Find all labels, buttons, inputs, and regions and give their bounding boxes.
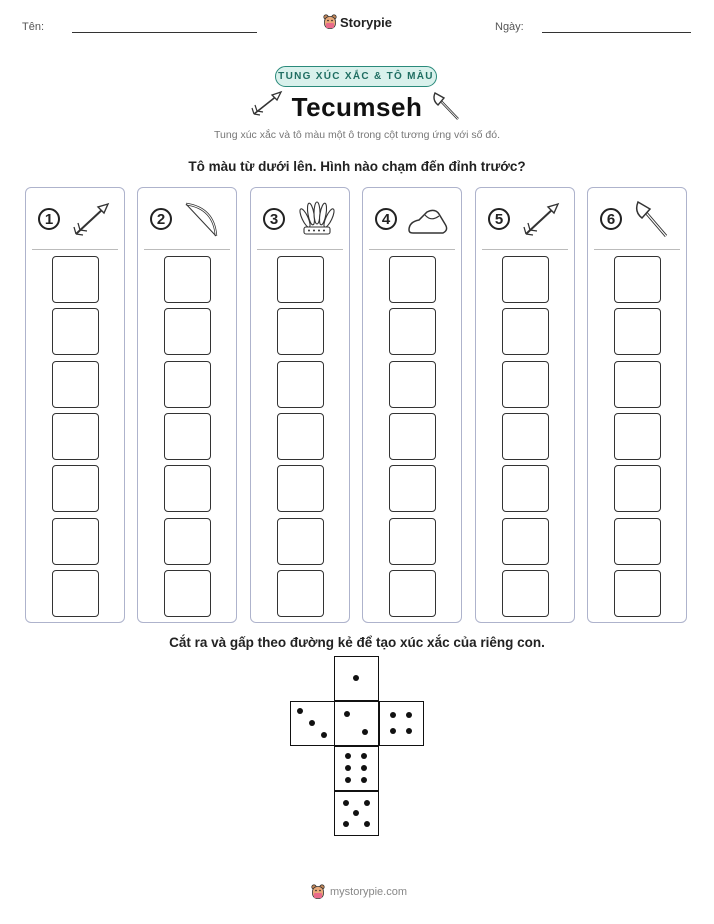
dice-pip [362,729,368,735]
footer [310,884,407,900]
date-line[interactable] [542,32,691,33]
color-cell[interactable] [614,570,661,617]
dice-pip [361,765,367,771]
color-cell[interactable] [389,413,436,460]
column-divider [369,249,455,250]
color-cell[interactable] [52,413,99,460]
dice-face-5 [334,791,379,836]
color-cell[interactable] [614,308,661,355]
dice-pip [364,821,370,827]
color-cell[interactable] [614,256,661,303]
color-cell[interactable] [52,361,99,408]
color-cell[interactable] [502,570,549,617]
dice-column-5 [475,187,575,623]
column-number-5: 5 [488,208,510,230]
dice-pip [345,753,351,759]
page-subtitle: Tung xúc xắc và tô màu một ô trong cột tương ứng với số đó. [214,129,500,141]
column-number-6: 6 [600,208,622,230]
dice-face-1 [334,656,379,701]
color-cell[interactable] [389,465,436,512]
column-number-1: 1 [38,208,60,230]
dice-face-2 [334,701,379,746]
column-divider [594,249,680,250]
color-cell[interactable] [164,256,211,303]
dice-pip [390,712,396,718]
storypie-logo [323,12,393,32]
color-cell[interactable] [277,256,324,303]
dice-face-4 [379,701,424,746]
dice-pip [406,728,412,734]
color-cell[interactable] [502,308,549,355]
dice-pip [343,821,349,827]
name-label: Tên: [22,21,45,33]
dice-column-1 [25,187,125,623]
dice-face-3 [290,701,335,746]
axe-title-icon [430,90,462,122]
dice-pip [364,800,370,806]
arrow-icon [518,200,564,240]
color-cell[interactable] [277,361,324,408]
color-cell[interactable] [277,518,324,565]
footer-url[interactable]: mystorypie.com [330,886,408,898]
brand-name: Storypie [340,14,393,30]
color-cell[interactable] [389,308,436,355]
dice-column-2 [137,187,237,623]
dice-pip [353,810,359,816]
moccasin-icon [405,200,451,240]
column-number-4: 4 [375,208,397,230]
color-cell[interactable] [164,518,211,565]
color-cell[interactable] [52,256,99,303]
color-cell[interactable] [389,361,436,408]
color-cell[interactable] [614,413,661,460]
color-cell[interactable] [277,570,324,617]
color-cell[interactable] [164,308,211,355]
color-cell[interactable] [52,518,99,565]
instruction-top: Tô màu từ dưới lên. Hình nào chạm đến đỉnh trước? [188,159,526,174]
dice-pip [353,675,359,681]
dice-column-3 [250,187,350,623]
dice-pip [321,732,327,738]
dice-pip [406,712,412,718]
instruction-bottom: Cắt ra và gấp theo đường kẻ để tạo xúc xắc của riêng con. [169,635,545,650]
column-divider [32,249,118,250]
headdress-icon [293,200,339,240]
column-number-2: 2 [150,208,172,230]
dice-column-6 [587,187,687,623]
date-label: Ngày: [495,21,524,33]
color-cell[interactable] [52,570,99,617]
color-cell[interactable] [164,570,211,617]
dice-column-4 [362,187,462,623]
color-cell[interactable] [502,465,549,512]
bear-footer-icon [310,884,326,900]
column-divider [144,249,230,250]
color-cell[interactable] [614,361,661,408]
name-line[interactable] [72,32,257,33]
color-cell[interactable] [52,308,99,355]
dice-pip [345,765,351,771]
dice-pip [309,720,315,726]
color-cell[interactable] [389,256,436,303]
activity-badge: TUNG XÚC XẮC & TÔ MÀU [275,66,437,87]
color-cell[interactable] [389,570,436,617]
color-cell[interactable] [164,413,211,460]
color-cell[interactable] [164,361,211,408]
color-cell[interactable] [277,465,324,512]
column-divider [257,249,343,250]
color-cell[interactable] [614,518,661,565]
color-cell[interactable] [389,518,436,565]
column-number-3: 3 [263,208,285,230]
color-cell[interactable] [502,518,549,565]
color-cell[interactable] [277,413,324,460]
axe-icon [630,200,676,240]
dice-pip [361,753,367,759]
color-cell[interactable] [502,413,549,460]
column-divider [482,249,568,250]
bear-logo-icon [323,14,337,30]
dice-pip [297,708,303,714]
bow-icon [180,200,226,240]
color-cell[interactable] [502,256,549,303]
dice-pip [345,777,351,783]
color-cell[interactable] [277,308,324,355]
color-cell[interactable] [52,465,99,512]
dice-pip [344,711,350,717]
page-title: Tecumseh [291,92,423,122]
dice-face-6 [334,746,379,791]
color-cell[interactable] [164,465,211,512]
dice-pip [390,728,396,734]
dice-pip [343,800,349,806]
color-cell[interactable] [502,361,549,408]
color-cell[interactable] [614,465,661,512]
dice-pip [361,777,367,783]
arrow-icon [68,200,114,240]
